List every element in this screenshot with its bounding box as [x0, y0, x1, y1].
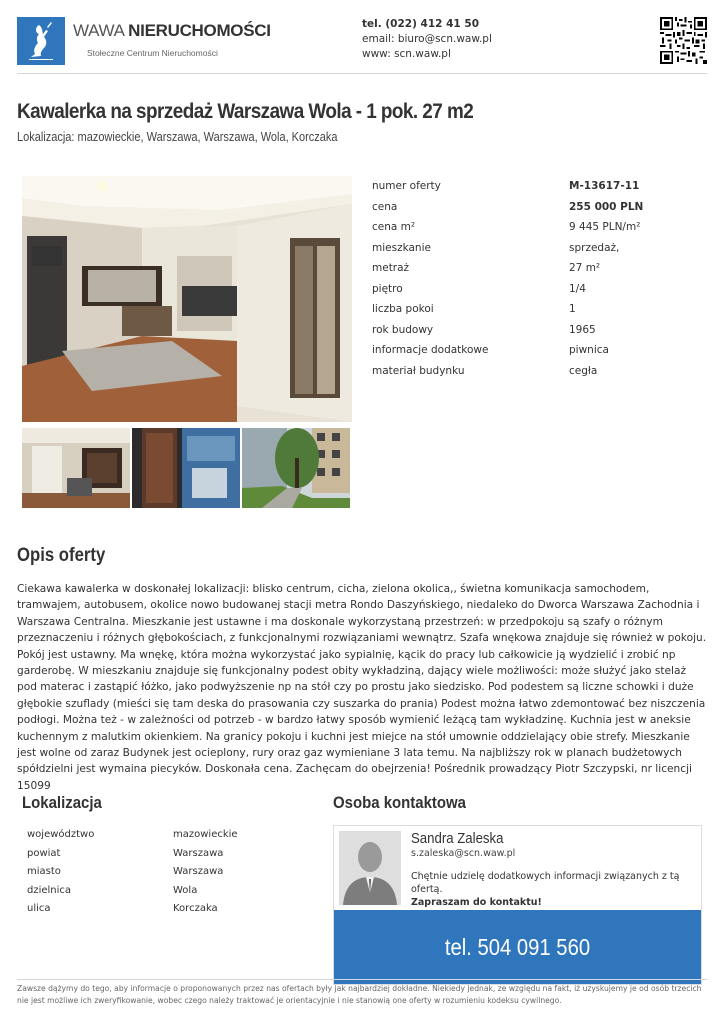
description-heading: Opis oferty	[17, 545, 106, 566]
brand-subtitle: Stołeczne Centrum Nieruchomości	[87, 48, 218, 58]
agent-note: Chętnie udzielę dodatkowych informacji związanych z tą ofertą. Zapraszam do kontaktu!	[411, 871, 680, 908]
disclaimer-text: Zawsze dążymy do tego, aby informacje o proponowanych przez nas ofertach były jak najbardziej dokładne. Niekiedy jednak, ze względu na fakt, iż uzyskujemy je od osób trzecich nie jest możliwe ich zweryfikowanie, wobec czego należy traktować je orientacyjnie i nie stanowią one oferty w rozumieniu kodeksu cywilnego.	[17, 984, 702, 1005]
agent-name: Sandra Zaleska	[411, 830, 504, 847]
location-row: powiat Warszawa	[27, 847, 224, 859]
contact-card	[333, 825, 702, 985]
detail-row: piętro 1/4	[372, 282, 586, 295]
location-heading: Lokalizacja	[22, 793, 102, 812]
phone-bar[interactable]	[334, 910, 701, 984]
page-title: Kawalerka na sprzedaż Warszawa Wola - 1 pok. 27 m2	[17, 100, 474, 123]
footer-divider	[17, 979, 707, 980]
location-row: miasto Warszawa	[27, 866, 224, 878]
location-row: województwo mazowieckie	[27, 829, 238, 840]
offer-details	[372, 176, 712, 381]
page-header	[0, 0, 725, 72]
location-line: Lokalizacja: mazowieckie, Warszawa, Warszawa, Wola, Korczaka	[17, 130, 338, 144]
detail-row: liczba pokoi 1	[372, 303, 576, 315]
agency-website[interactable]: www: scn.waw.pl	[362, 48, 451, 60]
thumbnail-photo-1[interactable]	[22, 428, 130, 508]
detail-row: informacje dodatkowe piwnica	[372, 344, 609, 356]
agent-note-bold: Zapraszam do kontaktu!	[411, 897, 542, 908]
agency-email[interactable]: email: biuro@scn.waw.pl	[362, 33, 492, 45]
brand-name: WAWA NIERUCHOMOŚCI	[73, 21, 271, 40]
detail-row: mieszkanie sprzedaż,	[372, 241, 620, 254]
detail-row: numer oferty M-13617-11	[372, 180, 640, 192]
contact-person-heading: Osoba kontaktowa	[333, 793, 467, 812]
agency-contact	[362, 17, 492, 62]
mermaid-icon[interactable]	[17, 17, 65, 65]
location-row: dzielnica Wola	[27, 884, 198, 896]
agent-email[interactable]: s.zaleska@scn.waw.pl	[411, 848, 516, 859]
location-row: ulica Korczaka	[27, 903, 218, 915]
main-photo[interactable]	[22, 176, 352, 422]
agency-phone[interactable]: tel. (022) 412 41 50	[362, 18, 480, 30]
detail-row: metraż 27 m²	[372, 262, 601, 274]
thumbnail-photo-2[interactable]	[132, 428, 240, 508]
detail-row: materiał budynku cegła	[372, 364, 598, 377]
person-silhouette-icon	[339, 831, 401, 905]
detail-row: cena m² 9 445 PLN/m²	[372, 221, 641, 233]
location-table	[27, 826, 297, 919]
description-text: Ciekawa kawalerka w doskonałej lokalizacji: blisko centrum, cicha, zielona okolica,, świetna komunikacja samochodem, tramwajem, autobusem, okolice nowo budowanej stacji metra Rondo Daszyńskiego, niedaleko do Dworca Warszawa Zachodnia i Warszawa Centralna. Mieszkanie jest ustawne i ma doskonale wykorzystaną przestrzeń: w przedpokoju są szafy o różnym przeznaczeniu i różnych głębokościach, z funkcjonalnymi rozwiązaniami wewnątrz. Szafa wnękowa znajduje się również w pokoju. Pokój jest ustawny. Ma wnękę, która można wykorzystać jako sypialnię, kącik do pracy lub całkowicie ją wydzielić i zrobić np garderobę. W mieszkaniu znajduje się funkcjonalny podest obity wykładziną, dający wiele możliwości: może służyć jako stelaż pod materac i zastąpić łóżko, jako podwyższenie np na stół czy po prostu jako siedzisko. Pod podestem są liczne schowki i duże głębokie szuflady (mieści się tam deska do prasowania czy suszarka do prania) Podest można łatwo zdemontować bez niszczenia podłogi. Można też - w zależności od potrzeb - w bardzo łatwy sposób wymienić leżącą tam wykładzinę. Kuchnia jest w aneksie kuchennym z malutkim okienkiem. Na granicy pokoju i kuchni jest miejce na stół umownie oddzielający obie strefy. Mieszkanie jest wolne od zaraz Budynek jest ocieplony, rury oraz gaz wymieniane 3 lata temu. Na najbliższy rok w planach budżetowych spółdzielni jest wymaina piecyków. Doskonała cena. Zachęcam do obejrzenia! Pośrednik prowadzący Piotr Szczypski, nr licencji 15099	[17, 583, 707, 792]
detail-row: cena 255 000 PLN	[372, 200, 644, 213]
detail-row: rok budowy 1965	[372, 323, 596, 336]
header-divider	[17, 73, 707, 74]
agent-phone[interactable]: tel. 504 091 560	[444, 934, 591, 960]
qr-code-icon	[660, 17, 707, 64]
thumbnail-photo-3[interactable]	[242, 428, 350, 508]
